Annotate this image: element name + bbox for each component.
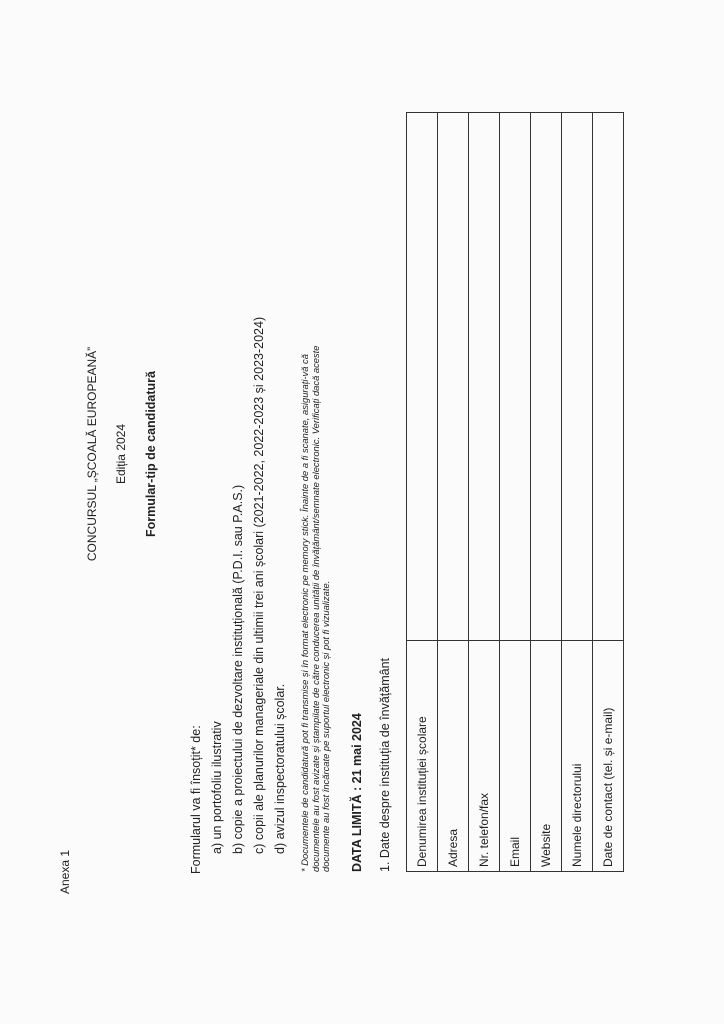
form-title: Formular-tip de candidatură <box>144 371 158 537</box>
row-value-field[interactable] <box>438 113 469 641</box>
section-title: 1. Date despre instituția de învățământ <box>378 657 392 872</box>
row-label: Denumirea instituției școlare <box>407 641 438 872</box>
attachment-item: c) copii ale planurilor manageriale din ultimii trei ani școlari (2021-2022, 2022-2023 și 2023-2024) <box>252 316 266 854</box>
attachment-item: d) avizul inspectoratului școlar. <box>273 683 287 854</box>
row-value-field[interactable] <box>469 113 500 641</box>
row-value-field[interactable] <box>593 113 624 641</box>
table-row <box>407 113 438 872</box>
attachments-intro <box>186 317 291 874</box>
row-label: Nr. telefon/fax <box>469 641 500 872</box>
row-value-field[interactable] <box>562 113 593 641</box>
row-label: Email <box>500 641 531 872</box>
row-label: Website <box>531 641 562 872</box>
attachments-lead: Formularul va fi însoțit* de: <box>189 725 203 874</box>
institution-table <box>406 112 624 872</box>
annex-label: Anexa 1 <box>58 849 72 894</box>
attachment-item: a) un portofoliu ilustrativ <box>210 721 224 854</box>
table-row <box>531 113 562 872</box>
edition-label: Ediția 2024 <box>114 423 128 485</box>
contest-title: CONCURSUL „ȘCOALĂ EUROPEANĂ” <box>85 346 99 562</box>
row-value-field[interactable] <box>407 113 438 641</box>
table-row <box>593 113 624 872</box>
table-row <box>500 113 531 872</box>
row-value-field[interactable] <box>500 113 531 641</box>
row-label: Numele directorului <box>562 641 593 872</box>
attachment-item: b) copie a proiectului de dezvoltare instituțională (P.D.I. sau P.A.S.) <box>231 484 245 854</box>
row-value-field[interactable] <box>531 113 562 641</box>
table-row <box>562 113 593 872</box>
deadline: DATA LIMITĂ : 21 mai 2024 <box>350 713 364 872</box>
footnote: * Documentele de candidatură pot fi transmise și în format electronic pe memory stick. Înainte de a fi scanate, asigurați-vă că documentele au fost avizate și ștampilate de către conducerea unității de învățământ/semnate electronic. Verificați dacă aceste documente au fost încărcate pe suportul electronic și pot fi vizualizate. <box>299 345 331 872</box>
attachments-list <box>207 317 291 874</box>
table-row <box>438 113 469 872</box>
row-label: Adresa <box>438 641 469 872</box>
table-row <box>469 113 500 872</box>
row-label: Date de contact (tel. și e-mail) <box>593 641 624 872</box>
